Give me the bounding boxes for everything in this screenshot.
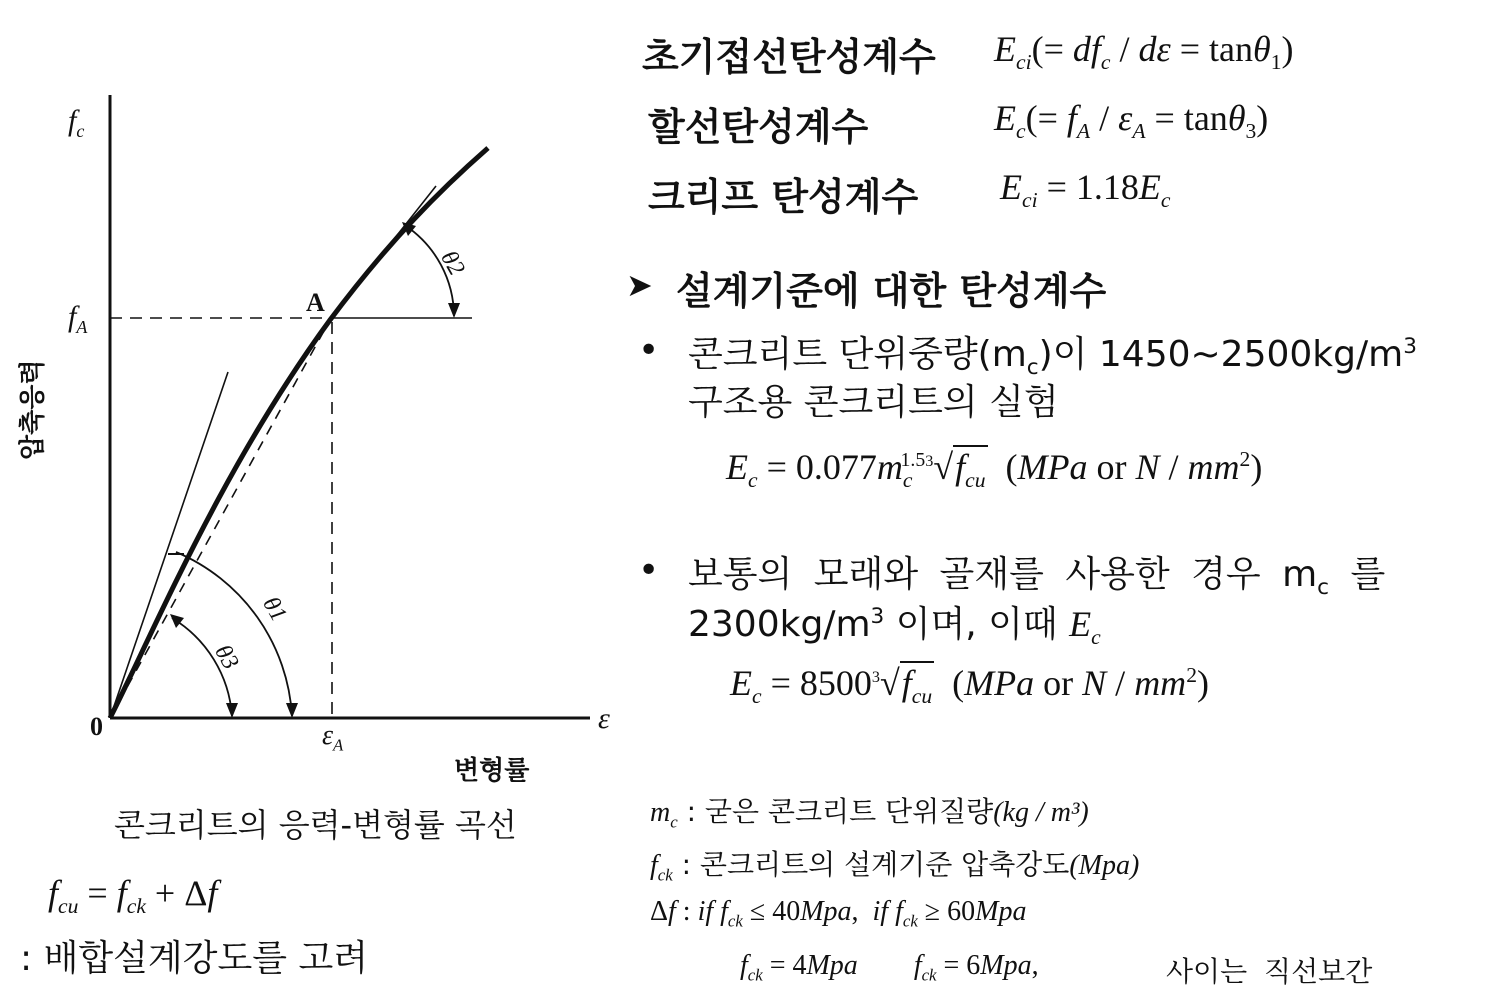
def-initial-tangent-label: 초기접선탄성계수: [642, 35, 936, 79]
fA-label: $f_A$: [68, 300, 88, 337]
stress-strain-graph: [0, 80, 640, 800]
graph-caption: 콘크리트의 응력-변형률 곡선: [114, 806, 517, 844]
tangent-at-top: [330, 186, 436, 320]
def-secant-label: 할선탄성계수: [648, 105, 869, 149]
theta1-arrow: [286, 703, 298, 718]
def-secant-formula: $E_c(= f_A / \varepsilon_A = \tan\theta_3)$: [994, 98, 1269, 144]
theta3-label: θ3: [209, 640, 244, 675]
initial-tangent-line: [110, 372, 228, 718]
def-creep-label: 크리프 탄성계수: [648, 175, 919, 219]
stress-strain-curve: [110, 148, 488, 718]
bullet-2-dot: •: [638, 550, 660, 591]
note-delta-values: $f_{ck} = 4Mpa$ $f_{ck} = 6Mpa$,: [740, 950, 1039, 985]
section-arrow-icon: ➤: [626, 266, 653, 304]
def-initial-tangent-formula: $E_{ci}(= df_c / d\varepsilon = \tan\theta_1)$: [994, 29, 1294, 75]
bullet-1-line2: 구조용 콘크리트의 실험: [688, 382, 1059, 423]
fcu-note: : 배합설계강도를 고려: [20, 938, 368, 979]
note-fck: $f_{ck}$ : 콘크리트의 설계기준 압축강도(Mpa): [650, 848, 1140, 885]
note-delta: Δf : if $f_{ck} \le 40Mpa$, if $f_{ck} \ge 60Mpa$: [650, 896, 1027, 931]
theta3-arrow-start: [170, 614, 184, 628]
bullet-1-formula: $E_c = 0.077m_c^{1.53}√f_{cu}$ (MPa or N / $mm^2$): [726, 447, 1263, 493]
y-axis-label: 압축응력: [18, 359, 48, 460]
point-A-label: A: [306, 288, 325, 317]
note-interpolation: 사이는 직선보간: [1166, 955, 1373, 988]
def-creep-formula: $E_{ci} = 1.18E_c$: [1000, 167, 1171, 213]
bullet-1-line1: 콘크리트 단위중량$(m_c)$이 $1450\sim 2500kg/m^3$: [688, 334, 1417, 381]
epsilon-A-label: $\varepsilon_A$: [322, 720, 344, 755]
bullet-2-line2: $2300kg/m^3$ 이며, 이때 $E_c$: [688, 604, 1101, 650]
x-axis-label: 변형률: [454, 756, 530, 786]
theta3-arrow: [226, 703, 238, 718]
theta2-arrow: [448, 303, 460, 318]
fc-label: $f_c$: [68, 104, 85, 141]
note-mc: $m_c$ : 굳은 콘크리트 단위질량(kg / m³): [650, 795, 1089, 832]
theta2-label: θ2: [435, 246, 470, 281]
origin-label: 0: [90, 712, 103, 741]
section-title: 설계기준에 대한 탄성계수: [676, 269, 1107, 313]
epsilon-label: ε: [598, 702, 610, 735]
bullet-2-line1: 보통의 모래와 골재를 사용한 경우 $m_c$ 를: [688, 554, 1386, 601]
bullet-2-formula: $E_c = 8500^3√f_{cu}$ (MPa or N / $mm^2$): [730, 663, 1209, 709]
bullet-1-dot: •: [638, 330, 660, 371]
fcu-formula: $f_{cu} = f_{ck} + \Delta f$: [48, 873, 218, 919]
theta1-label: θ1: [257, 592, 292, 627]
